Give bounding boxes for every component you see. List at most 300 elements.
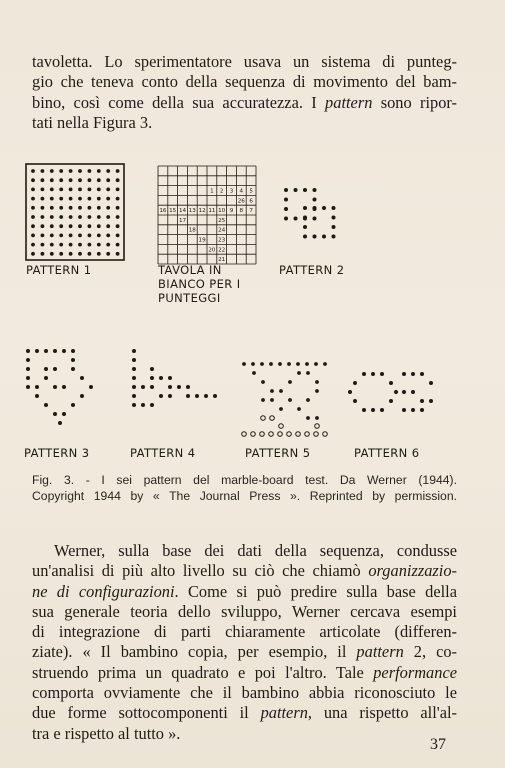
marble-dot [195,394,199,398]
marble-dot [97,178,101,182]
marble-dot [44,367,48,371]
marble-dot [270,389,274,393]
marble-dot [78,243,82,247]
marble-dot [332,216,336,220]
marble-dot [411,372,415,376]
marble-dot [88,197,92,201]
pattern-1-drawing [24,160,128,264]
marble-dot [279,407,283,411]
marble-dot [69,224,73,228]
marble-dot [97,224,101,228]
text-fragment: , una rispetto all'al- [307,703,458,723]
marble-dot [59,197,63,201]
marble-dot [297,371,301,375]
marble-dot [362,372,366,376]
pattern-5-label: PATTERN 5 [245,446,311,460]
marble-dot [53,349,57,353]
marble-dot [322,235,326,239]
marble-dot [116,243,120,247]
marble-dot [78,188,82,192]
marble-dot [322,206,326,210]
marble-dot [294,217,298,221]
marble-dot [41,206,45,210]
marble-dot [389,399,393,403]
marble-dot [78,206,82,210]
marble-dot [303,216,307,220]
marble-dot [288,380,292,384]
marble-dot [141,385,145,389]
pattern-1-label: PATTERN 1 [26,263,92,277]
text-line [32,561,457,581]
marble-dot [132,358,136,362]
marble-dot [41,215,45,219]
marble-dot [116,178,120,182]
marble-dot [69,169,73,173]
grid-number: 15 [169,208,177,215]
text-line: tra e rispetto al tutto ». [32,723,181,743]
marble-dot [71,349,75,353]
caption-line-1: Fig. 3. - I sei pattern del marble-board test. Da Werner (1944). [32,473,457,487]
pattern-3-drawing [20,345,116,441]
marble-dot [41,234,45,238]
marble-dot [168,376,172,380]
text-fragment: sono ripor- [372,92,458,112]
text-fragment: ziate). « Il bambino copia, per esempio, il [32,642,357,662]
marble-dot [50,234,54,238]
marble-dot [78,224,82,228]
marble-dot [306,416,310,420]
marble-dot [371,372,375,376]
pattern-5-drawing [234,358,334,446]
marble-dot [31,234,35,238]
marble-dot [279,389,283,393]
marble-dot [26,349,30,353]
grid-number: 16 [159,208,167,215]
marble-dot [41,243,45,247]
scoring-board-label-1: TAVOLA IN [158,263,222,277]
marble-dot [106,234,110,238]
marble-dot [31,197,35,201]
marble-dot [260,432,265,437]
marble-dot [287,432,292,437]
marble-dot [50,215,54,219]
marble-dot [116,169,120,173]
marble-dot [371,408,375,412]
text-line: tati nella Figura 3. [32,112,153,132]
marble-dot [168,394,172,398]
marble-dot [313,217,317,221]
marble-dot [288,398,292,402]
marble-dot [287,362,291,366]
marble-dot [159,376,163,380]
marble-dot [177,385,181,389]
grid-number: 7 [249,208,253,215]
italic-term: performance [373,662,457,682]
marble-dot [26,376,30,380]
marble-dot [26,367,30,371]
marble-dot [315,380,319,384]
marble-dot [69,188,73,192]
marble-dot [315,389,319,393]
marble-dot [71,403,75,407]
marble-dot [313,188,317,192]
grid-number: 2 [219,188,224,195]
marble-dot [78,252,82,256]
marble-dot [97,243,101,247]
marble-dot [41,188,45,192]
marble-dot [97,206,101,210]
marble-dot [44,349,48,353]
marble-dot [88,178,92,182]
marble-dot [88,224,92,228]
marble-dot [402,408,406,412]
text-line: gio che teneva conto della sequenza di movimento del bam- [32,72,457,92]
text-fragment: 2, co- [403,642,458,662]
marble-dot [58,421,62,425]
marble-dot [303,188,307,192]
marble-dot [261,380,265,384]
marble-dot [97,197,101,201]
marble-dot [88,169,92,173]
marble-dot [402,390,406,394]
grid-number: 26 [237,198,245,205]
marble-dot [294,188,298,192]
marble-dot [315,416,319,420]
grid-number: 4 [239,188,244,195]
grid-number: 10 [218,208,226,215]
grid-number: 6 [249,198,253,205]
marble-dot [303,206,307,210]
marble-dot [297,407,301,411]
marble-dot [71,358,75,362]
marble-dot [332,235,336,239]
marble-dot [429,381,433,385]
marble-dot [62,385,66,389]
marble-dot [348,390,352,394]
marble-dot [31,243,35,247]
marble-dot [306,371,310,375]
marble-dot [132,403,136,407]
marble-dot [106,188,110,192]
marble-dot [116,234,120,238]
marble-dot [31,188,35,192]
marble-dot [69,178,73,182]
marble-dot [270,416,275,421]
marble-dot [88,252,92,256]
pattern-2-label: PATTERN 2 [279,263,345,277]
marble-dot [313,206,317,210]
marble-dot [88,215,92,219]
marble-dot [59,224,63,228]
text-line: comporta ovviamente che il bambino abbia riconosciuto le [32,683,457,703]
text-fragment: struendo prima un quadrato e poi l'altro. Tale [32,662,374,682]
marble-dot [186,394,190,398]
marble-dot [59,234,63,238]
marble-dot [314,362,318,366]
text-line: Werner, sulla base dei dati della sequenza, condusse [54,541,457,560]
marble-dot [69,243,73,247]
marble-dot [284,207,288,211]
pattern-4-label: PATTERN 4 [130,446,196,460]
marble-dot [59,215,63,219]
marble-dot [53,412,57,416]
marble-dot [306,398,310,402]
marble-dot [88,234,92,238]
italic-term: pattern [356,642,404,662]
marble-dot [150,403,154,407]
marble-dot [62,349,66,353]
marble-dot [420,408,424,412]
pattern-2-drawing [278,184,350,252]
marble-dot [260,362,264,366]
italic-term: pattern [325,92,373,112]
marble-dot [284,198,288,202]
marble-dot [141,403,145,407]
scoring-board-label-3: PUNTEGGI [158,291,221,305]
marble-dot [150,385,154,389]
marble-dot [394,390,398,394]
marble-dot [69,234,73,238]
figure-caption [32,473,457,504]
marble-dot [132,394,136,398]
body-paragraph [32,541,457,744]
marble-dot [278,432,283,437]
marble-dot [270,398,274,402]
marble-dot [389,381,393,385]
marble-dot [252,371,256,375]
marble-dot [106,252,110,256]
marble-dot [59,206,63,210]
marble-dot [204,394,208,398]
marble-dot [150,376,154,380]
italic-term: ne di configurazioni [32,581,175,601]
marble-dot [362,408,366,412]
marble-dot [78,197,82,201]
marble-dot [261,416,266,421]
marble-dot [420,399,424,403]
marble-dot [41,178,45,182]
marble-dot [116,215,120,219]
italic-term: organizzazio- [368,561,457,581]
marble-dot [269,432,274,437]
marble-dot [116,224,120,228]
grid-number: 25 [218,217,226,224]
scoring-board-label-2: BIANCO PER I [158,277,241,291]
pattern-6-drawing [344,368,440,420]
marble-dot [106,197,110,201]
marble-dot [78,169,82,173]
marble-dot [41,197,45,201]
marble-dot [59,178,63,182]
text-fragment: un'analisi di più alto livello su ciò che chiamò [32,561,369,581]
marble-dot [332,206,336,210]
marble-dot [97,188,101,192]
text-line [32,703,457,723]
text-fragment: due forme sottocomponenti il [32,703,261,723]
text-line [32,642,457,662]
marble-dot [132,367,136,371]
text-line [32,93,457,113]
scoring-board-grid [156,164,260,262]
marble-dot [106,169,110,173]
marble-dot [269,362,273,366]
marble-dot [97,215,101,219]
grid-number: 18 [188,227,196,234]
text-line: sua generale teoria dello sviluppo, Werner cercava esempi [32,601,457,621]
grid-number: 12 [198,208,206,215]
marble-dot [303,235,307,239]
marble-dot [261,398,265,402]
marble-dot [41,224,45,228]
marble-dot [78,178,82,182]
text-line: di integrazione di parti chiaramente articolate (differen- [32,622,457,642]
marble-dot [313,198,317,202]
marble-dot [132,376,136,380]
italic-term: pattern [260,703,308,723]
marble-dot [31,215,35,219]
marble-dot [242,432,247,437]
marble-dot [429,399,433,403]
pattern-4-drawing [126,345,226,425]
marble-dot [116,188,120,192]
marble-dot [380,372,384,376]
marble-dot [402,372,406,376]
marble-dot [106,224,110,228]
marble-dot [50,206,54,210]
grid-number: 11 [208,208,216,215]
marble-dot [50,197,54,201]
marble-dot [31,252,35,256]
marble-dot [315,424,320,429]
marble-dot [80,376,84,380]
marble-dot [78,234,82,238]
marble-dot [353,381,357,385]
marble-dot [303,225,307,229]
marble-dot [106,215,110,219]
marble-dot [278,362,282,366]
grid-number: 22 [218,247,226,254]
marble-dot [31,169,35,173]
grid-number: 9 [229,208,234,215]
marble-dot [88,188,92,192]
grid-number: 5 [249,188,253,195]
marble-dot [88,243,92,247]
marble-dot [313,235,317,239]
marble-dot [279,424,284,429]
marble-dot [71,367,75,371]
grid-number: 3 [229,188,234,195]
text-line: tavoletta. Lo sperimentatore usava un sistema di punteg- [32,52,457,71]
marble-dot [89,385,93,389]
marble-dot [242,362,246,366]
marble-dot [353,399,357,403]
marble-dot [44,403,48,407]
marble-dot [305,362,309,366]
marble-dot [106,178,110,182]
marble-dot [26,358,30,362]
marble-dot [380,408,384,412]
marble-dot [50,178,54,182]
marble-dot [168,385,172,389]
grid-number: 8 [239,208,244,215]
marble-dot [106,206,110,210]
marble-dot [50,252,54,256]
marble-dot [314,432,319,437]
marble-dot [150,367,154,371]
page-number: 37 [430,736,446,753]
marble-dot [31,206,35,210]
grid-number: 19 [198,237,206,244]
grid-number: 14 [178,208,187,215]
marble-dot [50,224,54,228]
marble-dot [116,206,120,210]
marble-dot [69,206,73,210]
grid-number: 1 [210,188,214,195]
marble-dot [53,367,57,371]
marble-dot [420,372,424,376]
marble-dot [31,178,35,182]
marble-dot [41,169,45,173]
grid-number: 21 [218,257,226,264]
marble-dot [69,215,73,219]
text-fragment: bino, così come della sua accuratezza. I [32,92,326,112]
marble-dot [106,243,110,247]
marble-dot [132,385,136,389]
marble-dot [80,394,84,398]
marble-dot [305,432,310,437]
marble-dot [296,362,300,366]
grid-number: 20 [208,247,216,254]
marble-dot [159,394,163,398]
marble-dot [284,188,288,192]
marble-dot [411,390,415,394]
marble-dot [35,349,39,353]
marble-dot [35,385,39,389]
marble-dot [116,197,120,201]
marble-dot [97,169,101,173]
marble-dot [323,362,327,366]
marble-dot [69,252,73,256]
grid-number: 13 [188,208,196,215]
caption-line-2: Copyright 1944 by « The Journal Press ». Reprinted by permission. [32,488,457,503]
marble-dot [69,197,73,201]
marble-dot [59,169,63,173]
marble-dot [296,432,301,437]
marble-dot [213,394,217,398]
marble-dot [132,349,136,353]
marble-dot [50,243,54,247]
marble-dot [332,225,336,229]
marble-dot [53,385,57,389]
marble-dot [78,215,82,219]
marble-dot [251,362,255,366]
marble-dot [59,243,63,247]
marble-dot [50,169,54,173]
pattern-6-label: PATTERN 6 [354,446,420,460]
marble-dot [41,252,45,256]
marble-dot [35,394,39,398]
marble-dot [59,252,63,256]
marble-dot [50,188,54,192]
marble-dot [186,385,190,389]
marble-dot [97,234,101,238]
marble-dot [116,252,120,256]
grid-number: 17 [178,217,187,224]
marble-dot [26,385,30,389]
marble-dot [323,432,328,437]
marble-dot [284,217,288,221]
text-line [32,663,457,683]
